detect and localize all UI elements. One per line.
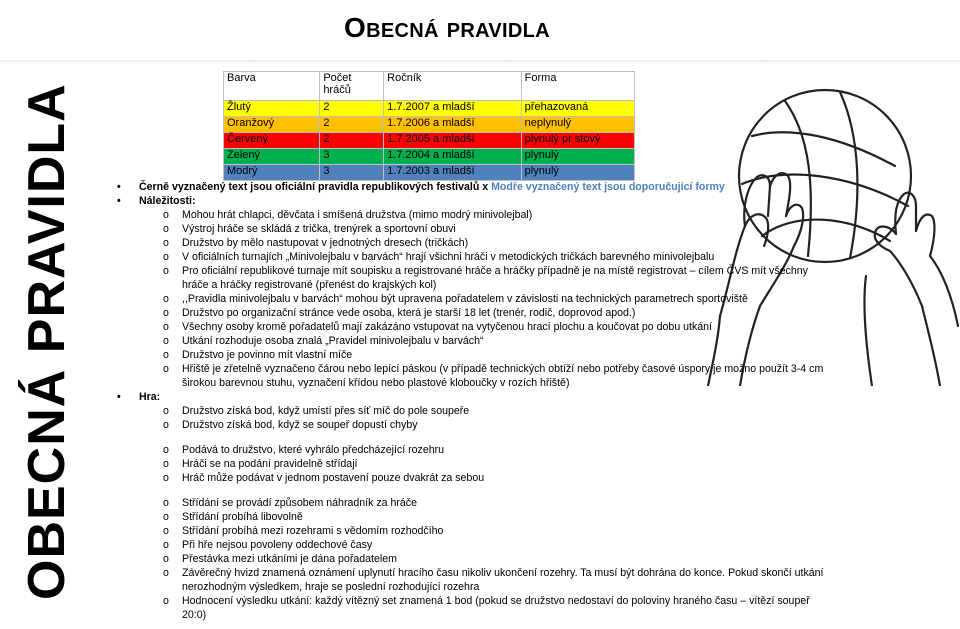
- page-title: Obecná pravidla: [344, 12, 550, 43]
- intro-black-text: Černě vyznačený text jsou oficiální pravidla republikových festivalů x: [139, 181, 492, 193]
- section-hra-label: Hra:: [139, 391, 161, 403]
- list-item: [117, 538, 827, 552]
- list-item-text: Při hře nejsou povoleny oddechové časy: [182, 539, 373, 551]
- list-item: [117, 471, 827, 485]
- table-cell: 1.7.2004 a mladší: [384, 149, 522, 165]
- table-cell: Žlutý: [224, 101, 320, 117]
- circle-bullet-icon: o: [163, 553, 169, 565]
- list-item-text: Všechny osoby kromě pořadatelů mají zakázáno vstupovat na vytyčenou hrací plochu a koučovat po dobu utkání: [182, 321, 713, 333]
- list-item-text: ,,Pravidla minivolejbalu v barvách“ mohou být upravena pořadatelem v závislosti na technických parametrech sportoviště: [182, 293, 748, 305]
- list-item: [117, 222, 827, 236]
- table-cell: 3: [320, 149, 384, 165]
- list-item: [117, 264, 827, 292]
- list-item-text: Hráč může podávat v jednom postavení pouze dvakrát za sebou: [182, 472, 485, 484]
- table-row: [224, 165, 635, 181]
- rules-content: [117, 180, 827, 622]
- circle-bullet-icon: o: [163, 444, 169, 456]
- hra-list-scoring: [117, 404, 827, 432]
- color-categories-table: [223, 71, 635, 181]
- list-item: [117, 362, 827, 390]
- title-bar: [0, 0, 960, 64]
- list-item-text: Hráči se na podání pravidelně střídají: [182, 458, 358, 470]
- list-item-text: Střídání se provádí způsobem náhradník za hráče: [182, 497, 417, 509]
- list-item-text: Družstvo je povinno mít vlastní míče: [182, 349, 353, 361]
- table-row: [224, 149, 635, 165]
- table-cell: neplynulý: [521, 117, 634, 133]
- circle-bullet-icon: o: [163, 321, 169, 333]
- hra-list-substitution: [117, 496, 827, 622]
- intro-line: [117, 180, 827, 194]
- list-item: [117, 334, 827, 348]
- circle-bullet-icon: o: [163, 251, 169, 263]
- list-item: [117, 510, 827, 524]
- list-item-text: Závěrečný hvizd znamená oznámení uplynutí hracího času nikoliv ukončení rozehry. Ta musí být dohrána do konce. Pokud skončí utkání nerozhodným výsledkem, hraje se poslední rozhodující rozehra: [182, 567, 824, 593]
- intro-blue-text: Modře vyznačený text jsou doporučující formy: [491, 181, 725, 193]
- circle-bullet-icon: o: [163, 525, 169, 537]
- table-cell: plynulý: [521, 165, 634, 181]
- circle-bullet-icon: o: [163, 458, 169, 470]
- list-item: [117, 496, 827, 510]
- list-item-text: Družstvo po organizační stránce vede osoba, která je starší 18 let (trenér, rodič, doprovod apod.): [182, 307, 636, 319]
- table-cell: plynulý: [521, 149, 634, 165]
- header-forma: Forma: [521, 72, 634, 101]
- circle-bullet-icon: o: [163, 237, 169, 249]
- circle-bullet-icon: o: [163, 472, 169, 484]
- table-row: [224, 133, 635, 149]
- list-item: [117, 250, 827, 264]
- table-cell: 1.7.2006 a mladší: [384, 117, 522, 133]
- list-item-text: Podává to družstvo, které vyhrálo předcházející rozehru: [182, 444, 445, 456]
- circle-bullet-icon: o: [163, 335, 169, 347]
- circle-bullet-icon: o: [163, 223, 169, 235]
- list-item-text: V oficiálních turnajích „Minivolejbalu v barvách“ hrají všichni hráči v metodických tričkách barevného minivolejbalu: [182, 251, 715, 263]
- table-header-row: [224, 72, 635, 101]
- list-item: [117, 524, 827, 538]
- table-cell: Červený: [224, 133, 320, 149]
- circle-bullet-icon: o: [163, 497, 169, 509]
- circle-bullet-icon: o: [163, 405, 169, 417]
- side-title: OBECNÁ PRAVIDLA: [18, 83, 76, 600]
- table-cell: 2: [320, 117, 384, 133]
- table-cell: 2: [320, 101, 384, 117]
- hra-list-serve: [117, 443, 827, 485]
- list-item-text: Družstvo získá bod, když se soupeř dopustí chyby: [182, 419, 418, 431]
- circle-bullet-icon: o: [163, 567, 169, 579]
- table-row: [224, 101, 635, 117]
- section-hra: [117, 390, 827, 404]
- list-item: [117, 292, 827, 306]
- circle-bullet-icon: o: [163, 265, 169, 277]
- list-item-text: Výstroj hráče se skládá z trička, trenýrek a sportovní obuvi: [182, 223, 456, 235]
- bullet-dot-icon: •: [117, 391, 121, 403]
- bullet-dot-icon: •: [117, 195, 121, 207]
- header-barva: Barva: [224, 72, 320, 101]
- circle-bullet-icon: o: [163, 511, 169, 523]
- table-cell: Modrý: [224, 165, 320, 181]
- circle-bullet-icon: o: [163, 307, 169, 319]
- list-item: [117, 348, 827, 362]
- list-item-text: Družstvo by mělo nastupovat v jednotných dresech (tričkách): [182, 237, 469, 249]
- circle-bullet-icon: o: [163, 349, 169, 361]
- table-cell: 1.7.2007 a mladší: [384, 101, 522, 117]
- header-rocnik: Ročník: [384, 72, 522, 101]
- list-item-text: Pro oficiální republikové turnaje mít soupisku a registrované hráče a hráčky případně je na místě registrovat – cílem ČVS mít všechny hráče a hráčky registrované (přenést do krajských kol): [182, 265, 808, 291]
- list-item-text: Střídání probíhá libovolně: [182, 511, 303, 523]
- list-item: [117, 443, 827, 457]
- list-item: [117, 418, 827, 432]
- list-item-text: Mohou hrát chlapci, děvčata i smíšená družstva (mimo modrý minivolejbal): [182, 209, 533, 221]
- list-item: [117, 404, 827, 418]
- list-item-text: Hodnocení výsledku utkání: každý vítězný set znamená 1 bod (pokud se družstvo nedostaví do poloviny hraného času – vítězí soupeř 20:0): [182, 595, 810, 621]
- list-item-text: Družstvo získá bod, když umístí přes síť míč do pole soupeře: [182, 405, 470, 417]
- list-item: [117, 236, 827, 250]
- list-item-text: Střídání probíhá mezi rozehrami s vědomím rozhodčího: [182, 525, 444, 537]
- list-item: [117, 552, 827, 566]
- list-item-text: Utkání rozhoduje osoba znalá „Pravidel minivolejbalu v barvách“: [182, 335, 484, 347]
- list-item-text: Hřiště je zřetelně vyznačeno čárou nebo lepící páskou (v případě technických obtíží nebo potřeby časové úspory je možno použít 3-4 cm širokou barevnou stuhu, vyznačení křídou nebo plastové kloboučky v rozích hřiště): [182, 363, 824, 389]
- table-cell: 2: [320, 133, 384, 149]
- list-item: [117, 306, 827, 320]
- section-nalezitosti-label: Náležitosti:: [139, 195, 196, 207]
- list-item: [117, 208, 827, 222]
- section-nalezitosti: [117, 194, 827, 208]
- list-item: [117, 457, 827, 471]
- bullet-dot-icon: •: [117, 181, 121, 193]
- circle-bullet-icon: o: [163, 419, 169, 431]
- table-cell: Zelený: [224, 149, 320, 165]
- list-item-text: Přestávka mezi utkáními je dána pořadatelem: [182, 553, 397, 565]
- list-item: [117, 566, 827, 594]
- circle-bullet-icon: o: [163, 209, 169, 221]
- circle-bullet-icon: o: [163, 539, 169, 551]
- table-cell: plynulý pr stový: [521, 133, 634, 149]
- list-item: [117, 594, 827, 622]
- circle-bullet-icon: o: [163, 293, 169, 305]
- header-pocet-hracu: Počet hráčů: [320, 72, 384, 101]
- table-cell: 3: [320, 165, 384, 181]
- table-cell: 1.7.2003 a mladší: [384, 165, 522, 181]
- nalezitosti-list: [117, 208, 827, 390]
- list-item: [117, 320, 827, 334]
- table-row: [224, 117, 635, 133]
- table-cell: Oranžový: [224, 117, 320, 133]
- circle-bullet-icon: o: [163, 595, 169, 607]
- table-cell: 1.7.2005 a mladší: [384, 133, 522, 149]
- table-cell: přehazovaná: [521, 101, 634, 117]
- circle-bullet-icon: o: [163, 363, 169, 375]
